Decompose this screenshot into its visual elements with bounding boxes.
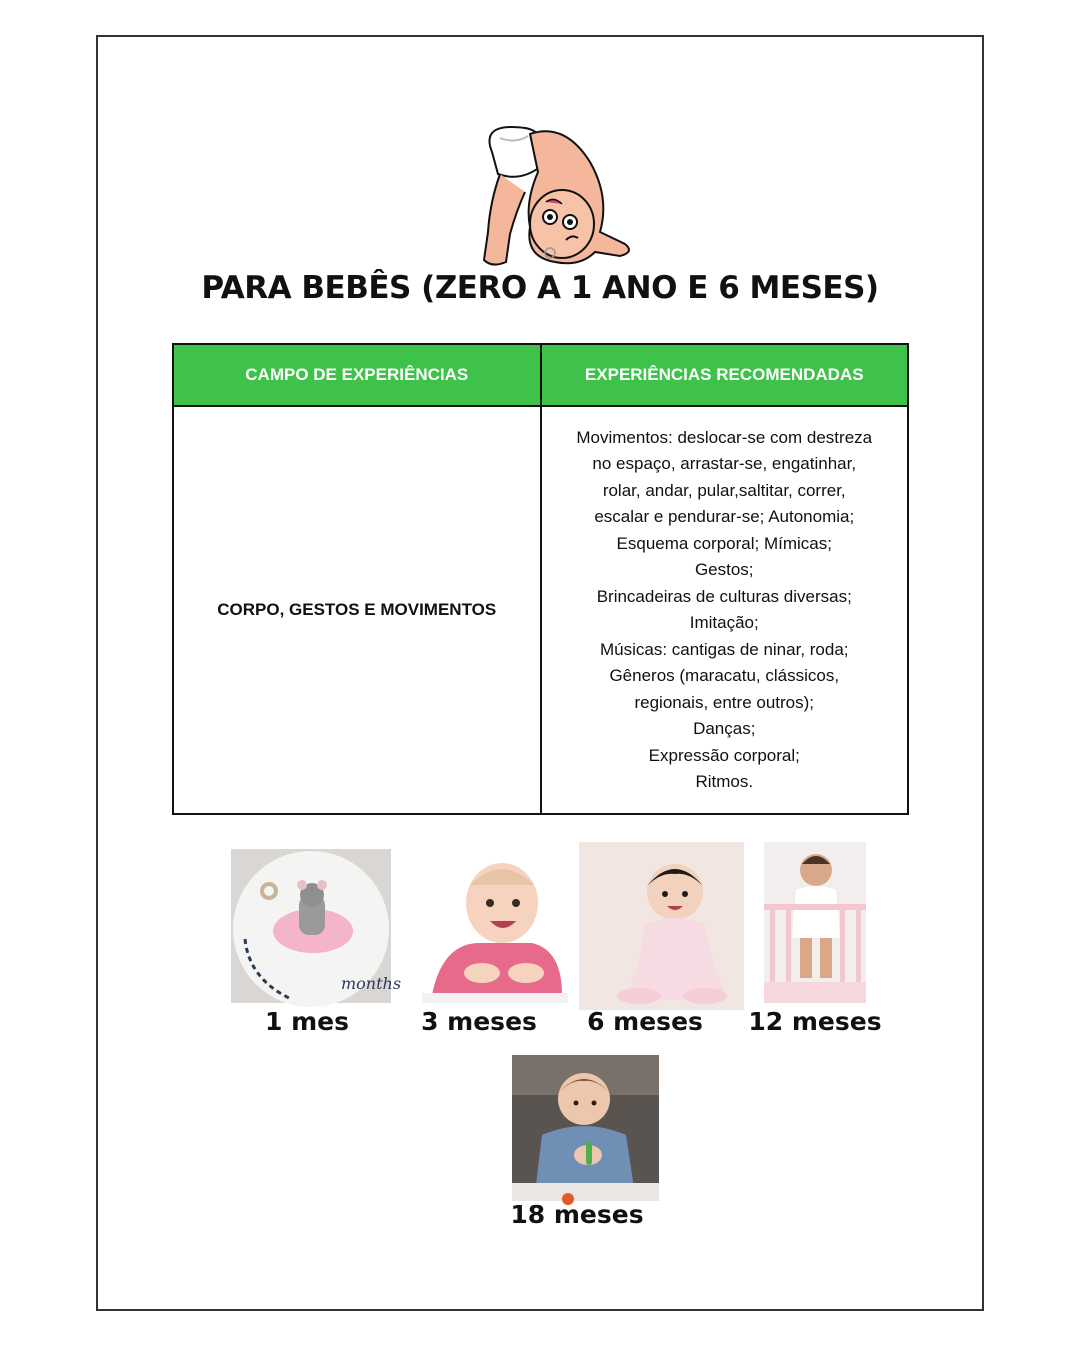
recs-line: Movimentos: deslocar-se com destreza xyxy=(576,427,873,447)
cell-campo: CORPO, GESTOS E MOVIMENTOS xyxy=(173,406,541,814)
age-label-1-mes: 1 mes xyxy=(265,1007,349,1036)
recs-line: rolar, andar, pular,saltitar, correr, xyxy=(602,480,846,500)
experiences-table xyxy=(172,343,909,815)
recs-line: Ritmos. xyxy=(695,772,754,791)
recs-line: Músicas: cantigas de ninar, roda; xyxy=(599,639,849,659)
svg-text:months: months xyxy=(341,974,402,993)
age-label-3-meses: 3 meses xyxy=(421,1007,537,1036)
recs-line: Brincadeiras de culturas diversas; xyxy=(596,586,852,606)
age-label-12-meses: 12 meses xyxy=(748,1007,882,1036)
baby-crib-standing-photo xyxy=(764,842,866,1003)
table-row xyxy=(173,406,908,814)
baby-tummy-time-photo xyxy=(422,845,568,1003)
age-label-18-meses: 18 meses xyxy=(510,1200,644,1229)
header-campo: CAMPO DE EXPERIÊNCIAS xyxy=(173,344,541,406)
recs-line: escalar e pendurar-se; Autonomia; xyxy=(594,507,855,526)
recs-line: Expressão corporal; xyxy=(648,745,800,765)
recs-line: Gestos; xyxy=(694,560,754,579)
baby-month-blanket-photo xyxy=(231,849,402,1003)
recs-line: Imitação; xyxy=(689,613,759,632)
recs-line: no espaço, arrastar-se, engatinhar, xyxy=(592,454,857,473)
baby-sitting-photo xyxy=(579,842,744,1010)
recs-line: Esquema corporal; Mímicas; xyxy=(616,533,832,553)
age-label-6-meses: 6 meses xyxy=(587,1007,703,1036)
page-title: PARA BEBÊS (ZERO A 1 ANO E 6 MESES) xyxy=(201,270,879,306)
baby-headstand-mascot-icon xyxy=(470,122,640,272)
table-header-row xyxy=(173,344,908,406)
recs-line: regionais, entre outros); xyxy=(634,692,815,712)
cell-recomendadas xyxy=(541,406,909,814)
recs-line: Gêneros (maracatu, clássicos, xyxy=(609,666,840,685)
recs-line: Danças; xyxy=(693,719,756,738)
header-recomendadas: EXPERIÊNCIAS RECOMENDADAS xyxy=(541,344,909,406)
toddler-high-chair-photo xyxy=(512,1055,659,1201)
